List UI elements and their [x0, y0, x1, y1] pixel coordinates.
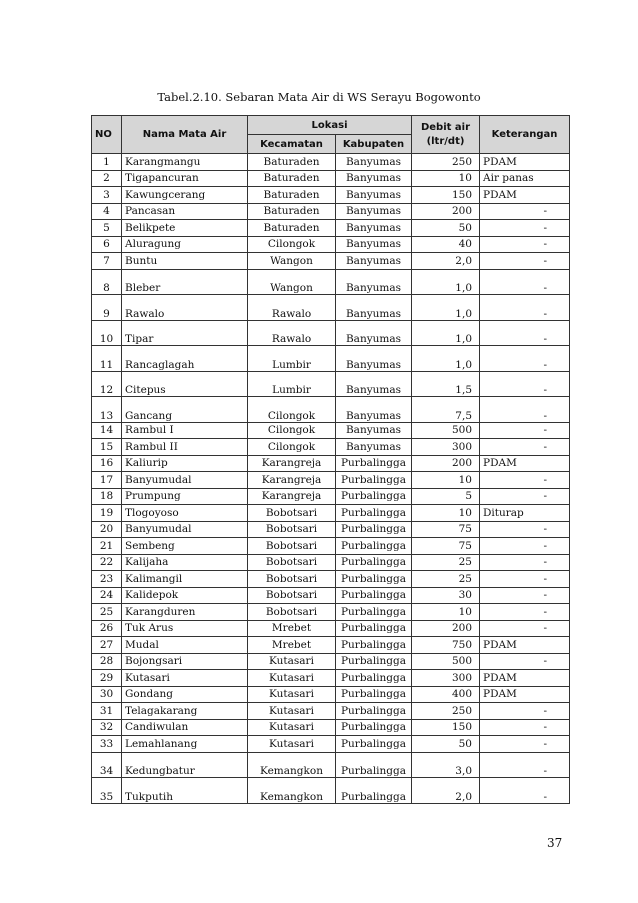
- table-row: [92, 422, 570, 439]
- cell-keterangan: -: [480, 472, 570, 489]
- table-row: [92, 455, 570, 472]
- cell-kecamatan: Kutasari: [248, 686, 336, 703]
- table-row: [92, 736, 570, 753]
- cell-nama: Kalimangil: [122, 571, 248, 588]
- cell-keterangan: -: [480, 422, 570, 439]
- cell-nama: Lemahlanang: [122, 736, 248, 753]
- cell-keterangan: -: [480, 778, 570, 804]
- table-row: [92, 203, 570, 220]
- cell-debit: 10: [412, 505, 480, 522]
- cell-kecamatan: Karangreja: [248, 455, 336, 472]
- cell-debit: 500: [412, 422, 480, 439]
- cell-no: 15: [92, 439, 122, 456]
- cell-kecamatan: Bobotsari: [248, 538, 336, 555]
- cell-kabupaten: Banyumas: [336, 295, 412, 321]
- cell-keterangan: -: [480, 371, 570, 397]
- cell-no: 17: [92, 472, 122, 489]
- cell-kecamatan: Lumbir: [248, 346, 336, 372]
- cell-kabupaten: Purbalingga: [336, 571, 412, 588]
- cell-keterangan: -: [480, 220, 570, 237]
- cell-debit: 300: [412, 439, 480, 456]
- cell-kabupaten: Purbalingga: [336, 778, 412, 804]
- cell-debit: 50: [412, 220, 480, 237]
- page-number: 37: [547, 836, 563, 850]
- table-row: [92, 439, 570, 456]
- cell-nama: Tuk Arus: [122, 620, 248, 637]
- cell-nama: Telagakarang: [122, 703, 248, 720]
- cell-no: 28: [92, 653, 122, 670]
- cell-kabupaten: Purbalingga: [336, 637, 412, 654]
- cell-keterangan: -: [480, 653, 570, 670]
- cell-debit: 1,0: [412, 295, 480, 321]
- cell-kecamatan: Cilongok: [248, 397, 336, 423]
- cell-kecamatan: Cilongok: [248, 236, 336, 253]
- cell-no: 11: [92, 346, 122, 372]
- cell-kecamatan: Karangreja: [248, 472, 336, 489]
- cell-debit: 2,0: [412, 253, 480, 270]
- cell-debit: 300: [412, 670, 480, 687]
- cell-kecamatan: Kemangkon: [248, 752, 336, 778]
- header-kecamatan: Kecamatan: [248, 135, 336, 154]
- cell-nama: Mudal: [122, 637, 248, 654]
- cell-keterangan: Air panas: [480, 170, 570, 187]
- cell-nama: Kutasari: [122, 670, 248, 687]
- cell-kabupaten: Banyumas: [336, 253, 412, 270]
- header-keterangan: Keterangan: [480, 116, 570, 154]
- table-row: [92, 505, 570, 522]
- cell-debit: 200: [412, 620, 480, 637]
- cell-kabupaten: Purbalingga: [336, 505, 412, 522]
- table-row: [92, 571, 570, 588]
- cell-kabupaten: Banyumas: [336, 170, 412, 187]
- table-row: [92, 253, 570, 270]
- table-row: [92, 295, 570, 321]
- cell-keterangan: -: [480, 397, 570, 423]
- header-kabupaten: Kabupaten: [336, 135, 412, 154]
- table-row: [92, 170, 570, 187]
- cell-keterangan: PDAM: [480, 455, 570, 472]
- cell-kecamatan: Cilongok: [248, 439, 336, 456]
- table-row: [92, 397, 570, 423]
- cell-no: 32: [92, 719, 122, 736]
- cell-kabupaten: Purbalingga: [336, 538, 412, 555]
- cell-nama: Tukputih: [122, 778, 248, 804]
- cell-debit: 750: [412, 637, 480, 654]
- cell-no: 19: [92, 505, 122, 522]
- cell-no: 18: [92, 488, 122, 505]
- cell-keterangan: PDAM: [480, 637, 570, 654]
- table-row: [92, 187, 570, 204]
- cell-debit: 1,0: [412, 320, 480, 346]
- cell-kecamatan: Kutasari: [248, 670, 336, 687]
- table-row: [92, 620, 570, 637]
- cell-kabupaten: Purbalingga: [336, 521, 412, 538]
- table-row: [92, 670, 570, 687]
- table-row: [92, 236, 570, 253]
- cell-nama: Tlogoyoso: [122, 505, 248, 522]
- cell-kabupaten: Purbalingga: [336, 620, 412, 637]
- cell-no: 26: [92, 620, 122, 637]
- cell-nama: Buntu: [122, 253, 248, 270]
- cell-kabupaten: Purbalingga: [336, 719, 412, 736]
- cell-keterangan: -: [480, 269, 570, 295]
- cell-keterangan: -: [480, 604, 570, 621]
- cell-debit: 1,0: [412, 269, 480, 295]
- cell-kecamatan: Baturaden: [248, 170, 336, 187]
- table-row: [92, 538, 570, 555]
- cell-keterangan: PDAM: [480, 154, 570, 171]
- cell-nama: Citepus: [122, 371, 248, 397]
- cell-debit: 150: [412, 187, 480, 204]
- cell-keterangan: PDAM: [480, 187, 570, 204]
- table-row: [92, 703, 570, 720]
- cell-kabupaten: Purbalingga: [336, 752, 412, 778]
- cell-kecamatan: Wangon: [248, 269, 336, 295]
- cell-no: 7: [92, 253, 122, 270]
- cell-nama: Kalijaha: [122, 554, 248, 571]
- cell-nama: Rambul II: [122, 439, 248, 456]
- cell-keterangan: -: [480, 620, 570, 637]
- cell-no: 8: [92, 269, 122, 295]
- cell-kecamatan: Bobotsari: [248, 604, 336, 621]
- cell-nama: Banyumudal: [122, 472, 248, 489]
- cell-kecamatan: Wangon: [248, 253, 336, 270]
- cell-keterangan: PDAM: [480, 686, 570, 703]
- cell-keterangan: -: [480, 703, 570, 720]
- cell-debit: 3,0: [412, 752, 480, 778]
- cell-kecamatan: Bobotsari: [248, 521, 336, 538]
- cell-debit: 75: [412, 521, 480, 538]
- cell-kecamatan: Kutasari: [248, 719, 336, 736]
- cell-nama: Bojongsari: [122, 653, 248, 670]
- cell-no: 31: [92, 703, 122, 720]
- cell-nama: Kedungbatur: [122, 752, 248, 778]
- cell-kabupaten: Purbalingga: [336, 736, 412, 753]
- cell-keterangan: -: [480, 587, 570, 604]
- cell-no: 27: [92, 637, 122, 654]
- cell-keterangan: -: [480, 295, 570, 321]
- table-row: [92, 752, 570, 778]
- cell-no: 24: [92, 587, 122, 604]
- cell-kecamatan: Bobotsari: [248, 554, 336, 571]
- cell-kecamatan: Karangreja: [248, 488, 336, 505]
- cell-keterangan: -: [480, 346, 570, 372]
- cell-debit: 2,0: [412, 778, 480, 804]
- cell-nama: Kaliurip: [122, 455, 248, 472]
- table-row: [92, 488, 570, 505]
- cell-kecamatan: Baturaden: [248, 154, 336, 171]
- table-row: [92, 653, 570, 670]
- cell-kabupaten: Purbalingga: [336, 488, 412, 505]
- cell-kabupaten: Purbalingga: [336, 455, 412, 472]
- cell-debit: 5: [412, 488, 480, 505]
- cell-kabupaten: Purbalingga: [336, 554, 412, 571]
- cell-debit: 200: [412, 203, 480, 220]
- cell-keterangan: -: [480, 253, 570, 270]
- cell-kecamatan: Rawalo: [248, 320, 336, 346]
- cell-nama: Gancang: [122, 397, 248, 423]
- table-row: [92, 637, 570, 654]
- cell-kecamatan: Kutasari: [248, 736, 336, 753]
- cell-debit: 10: [412, 472, 480, 489]
- table-row: [92, 521, 570, 538]
- cell-kecamatan: Mrebet: [248, 637, 336, 654]
- cell-nama: Sembeng: [122, 538, 248, 555]
- cell-keterangan: -: [480, 320, 570, 346]
- cell-debit: 1,0: [412, 346, 480, 372]
- cell-kabupaten: Purbalingga: [336, 686, 412, 703]
- cell-no: 16: [92, 455, 122, 472]
- cell-nama: Belikpete: [122, 220, 248, 237]
- cell-keterangan: PDAM: [480, 670, 570, 687]
- cell-nama: Aluragung: [122, 236, 248, 253]
- cell-debit: 200: [412, 455, 480, 472]
- cell-debit: 25: [412, 571, 480, 588]
- table-row: [92, 587, 570, 604]
- cell-no: 1: [92, 154, 122, 171]
- cell-no: 4: [92, 203, 122, 220]
- cell-kecamatan: Rawalo: [248, 295, 336, 321]
- cell-keterangan: -: [480, 719, 570, 736]
- cell-no: 23: [92, 571, 122, 588]
- cell-kecamatan: Baturaden: [248, 203, 336, 220]
- cell-nama: Tigapancuran: [122, 170, 248, 187]
- table-row: [92, 554, 570, 571]
- cell-no: 13: [92, 397, 122, 423]
- table-row: [92, 778, 570, 804]
- cell-nama: Kawungcerang: [122, 187, 248, 204]
- cell-nama: Rancaglagah: [122, 346, 248, 372]
- cell-kecamatan: Kemangkon: [248, 778, 336, 804]
- cell-nama: Prumpung: [122, 488, 248, 505]
- cell-no: 33: [92, 736, 122, 753]
- cell-kabupaten: Purbalingga: [336, 670, 412, 687]
- cell-kecamatan: Baturaden: [248, 187, 336, 204]
- cell-no: 29: [92, 670, 122, 687]
- table-row: [92, 346, 570, 372]
- table-row: [92, 686, 570, 703]
- cell-keterangan: -: [480, 752, 570, 778]
- header-lokasi: Lokasi: [248, 116, 412, 135]
- cell-no: 35: [92, 778, 122, 804]
- cell-kecamatan: Kutasari: [248, 703, 336, 720]
- cell-kabupaten: Banyumas: [336, 220, 412, 237]
- cell-no: 30: [92, 686, 122, 703]
- cell-kabupaten: Banyumas: [336, 371, 412, 397]
- cell-no: 20: [92, 521, 122, 538]
- header-debit: Debit air (ltr/dt): [412, 116, 480, 154]
- cell-nama: Karangduren: [122, 604, 248, 621]
- cell-kecamatan: Cilongok: [248, 422, 336, 439]
- cell-no: 25: [92, 604, 122, 621]
- table-caption: Tabel.2.10. Sebaran Mata Air di WS Serayu Bogowonto: [157, 90, 481, 104]
- cell-kabupaten: Purbalingga: [336, 653, 412, 670]
- cell-kabupaten: Purbalingga: [336, 604, 412, 621]
- cell-debit: 1,5: [412, 371, 480, 397]
- cell-no: 22: [92, 554, 122, 571]
- cell-kabupaten: Banyumas: [336, 346, 412, 372]
- cell-debit: 10: [412, 604, 480, 621]
- table-row: [92, 371, 570, 397]
- cell-keterangan: -: [480, 554, 570, 571]
- cell-keterangan: -: [480, 538, 570, 555]
- header-no: NO: [92, 116, 122, 154]
- cell-no: 34: [92, 752, 122, 778]
- cell-no: 12: [92, 371, 122, 397]
- cell-debit: 500: [412, 653, 480, 670]
- cell-kabupaten: Purbalingga: [336, 587, 412, 604]
- table-body: [92, 154, 570, 804]
- cell-nama: Banyumudal: [122, 521, 248, 538]
- cell-nama: Rambul I: [122, 422, 248, 439]
- cell-no: 6: [92, 236, 122, 253]
- table-row: [92, 220, 570, 237]
- table-row: [92, 269, 570, 295]
- cell-keterangan: -: [480, 736, 570, 753]
- cell-kabupaten: Banyumas: [336, 154, 412, 171]
- cell-nama: Tipar: [122, 320, 248, 346]
- cell-nama: Bleber: [122, 269, 248, 295]
- table-row: [92, 320, 570, 346]
- cell-debit: 7,5: [412, 397, 480, 423]
- cell-debit: 75: [412, 538, 480, 555]
- cell-keterangan: Diturap: [480, 505, 570, 522]
- cell-debit: 250: [412, 154, 480, 171]
- cell-no: 2: [92, 170, 122, 187]
- cell-keterangan: -: [480, 571, 570, 588]
- cell-kabupaten: Banyumas: [336, 320, 412, 346]
- cell-no: 14: [92, 422, 122, 439]
- cell-kabupaten: Banyumas: [336, 236, 412, 253]
- cell-keterangan: -: [480, 203, 570, 220]
- cell-no: 21: [92, 538, 122, 555]
- cell-keterangan: -: [480, 488, 570, 505]
- cell-kecamatan: Mrebet: [248, 620, 336, 637]
- cell-nama: Rawalo: [122, 295, 248, 321]
- cell-kabupaten: Banyumas: [336, 187, 412, 204]
- cell-no: 10: [92, 320, 122, 346]
- cell-debit: 50: [412, 736, 480, 753]
- cell-kabupaten: Banyumas: [336, 422, 412, 439]
- cell-debit: 10: [412, 170, 480, 187]
- table-row: [92, 154, 570, 171]
- cell-no: 9: [92, 295, 122, 321]
- cell-debit: 400: [412, 686, 480, 703]
- header-nama: Nama Mata Air: [122, 116, 248, 154]
- cell-debit: 40: [412, 236, 480, 253]
- cell-kabupaten: Banyumas: [336, 397, 412, 423]
- cell-debit: 25: [412, 554, 480, 571]
- spring-distribution-table: [91, 115, 570, 804]
- cell-kabupaten: Banyumas: [336, 203, 412, 220]
- cell-keterangan: -: [480, 439, 570, 456]
- cell-nama: Candiwulan: [122, 719, 248, 736]
- cell-debit: 30: [412, 587, 480, 604]
- cell-nama: Kalidepok: [122, 587, 248, 604]
- cell-nama: Gondang: [122, 686, 248, 703]
- cell-keterangan: -: [480, 236, 570, 253]
- cell-kabupaten: Banyumas: [336, 269, 412, 295]
- cell-no: 5: [92, 220, 122, 237]
- cell-keterangan: -: [480, 521, 570, 538]
- cell-no: 3: [92, 187, 122, 204]
- cell-kecamatan: Lumbir: [248, 371, 336, 397]
- cell-kecamatan: Kutasari: [248, 653, 336, 670]
- table-row: [92, 719, 570, 736]
- cell-nama: Karangmangu: [122, 154, 248, 171]
- cell-kecamatan: Baturaden: [248, 220, 336, 237]
- cell-kecamatan: Bobotsari: [248, 587, 336, 604]
- cell-kabupaten: Purbalingga: [336, 703, 412, 720]
- cell-kecamatan: Bobotsari: [248, 505, 336, 522]
- cell-debit: 150: [412, 719, 480, 736]
- cell-nama: Pancasan: [122, 203, 248, 220]
- cell-kabupaten: Purbalingga: [336, 472, 412, 489]
- table-row: [92, 472, 570, 489]
- cell-kecamatan: Bobotsari: [248, 571, 336, 588]
- cell-kabupaten: Banyumas: [336, 439, 412, 456]
- cell-debit: 250: [412, 703, 480, 720]
- table-row: [92, 604, 570, 621]
